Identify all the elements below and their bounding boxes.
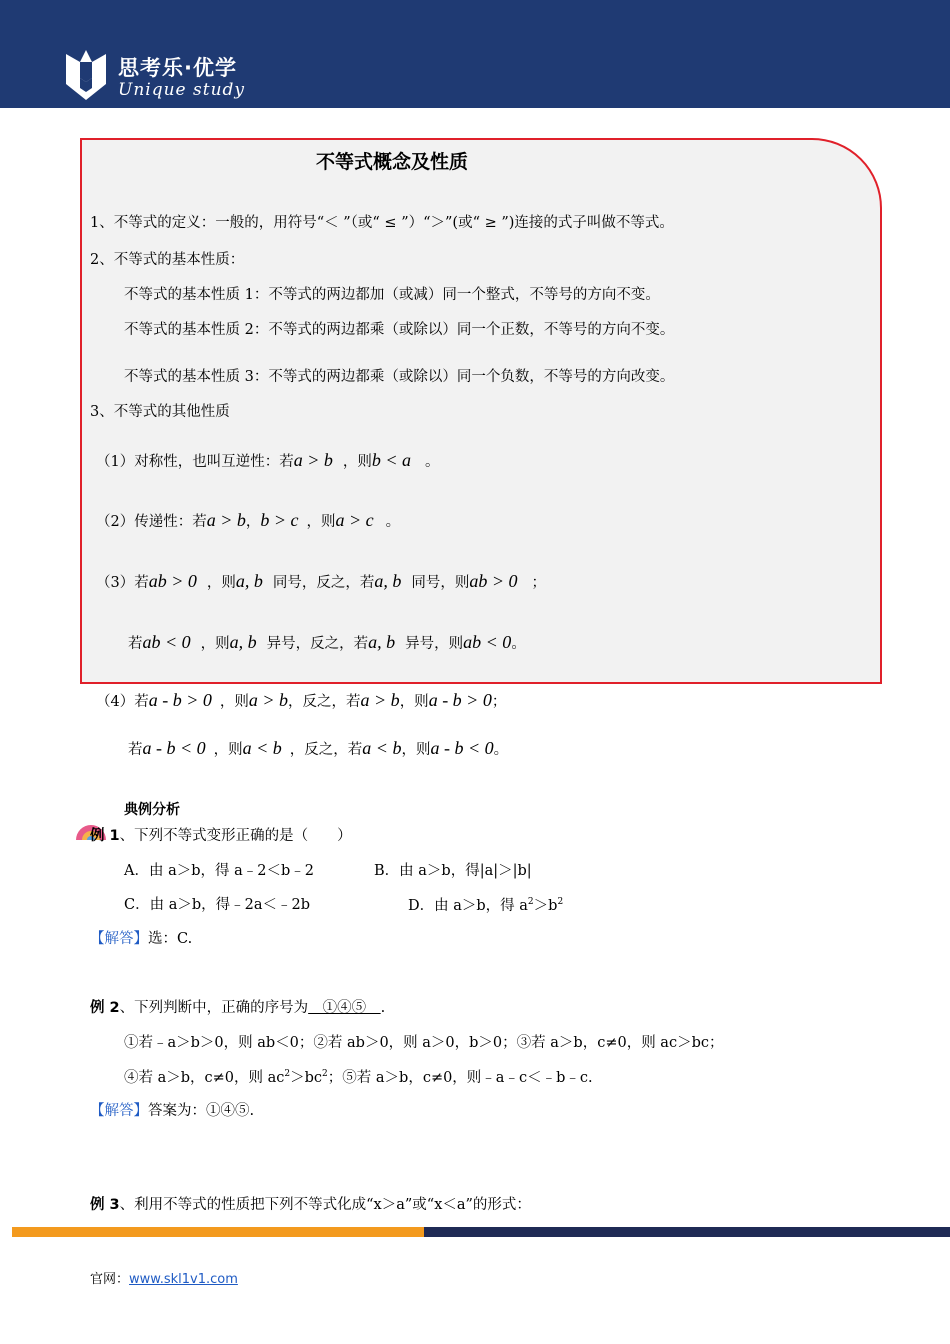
symmetric-property bbox=[96, 450, 440, 472]
other-properties-heading: 3、不等式的其他性质 bbox=[90, 404, 230, 420]
math: a, b bbox=[235, 571, 263, 591]
math: a - b > 0 bbox=[148, 690, 212, 710]
difference-property-2 bbox=[128, 738, 508, 760]
example-2-answer bbox=[90, 1103, 254, 1120]
text: D．由 a＞b，得 a bbox=[408, 897, 528, 914]
example-label: 例 3 bbox=[90, 1197, 120, 1213]
superscript: 2 bbox=[322, 1069, 328, 1079]
website-link[interactable]: www.skl1v1.com bbox=[129, 1272, 238, 1287]
text: 。 bbox=[511, 636, 526, 652]
text: （4）若 bbox=[96, 694, 149, 710]
product-sign-property bbox=[96, 571, 546, 593]
text: 异号，反之，若 bbox=[266, 636, 369, 652]
product-sign-property-2 bbox=[128, 632, 526, 654]
footer-bar-orange bbox=[12, 1227, 424, 1237]
text: ，则 bbox=[306, 514, 336, 530]
answer-blank: ①④⑤ bbox=[308, 1000, 381, 1016]
answer-label: 【解答】 bbox=[90, 1103, 148, 1119]
example-1-option-c: C．由 a＞b，得﹣2a＜﹣2b bbox=[124, 897, 311, 913]
example-1-option-b: B．由 a＞b，得|a|＞|b| bbox=[374, 863, 532, 879]
math: ab < 0 bbox=[463, 632, 512, 652]
text: ＞bc bbox=[290, 1069, 323, 1086]
math: a > b bbox=[206, 510, 246, 530]
text: （1）对称性，也叫互逆性：若 bbox=[96, 454, 294, 470]
math: a > b bbox=[248, 690, 289, 710]
text: ，则 bbox=[219, 694, 249, 710]
page-title: 不等式概念及性质 bbox=[316, 151, 469, 173]
text: ，则 bbox=[213, 742, 243, 758]
text: 若 bbox=[128, 636, 143, 652]
footer-label: 官网： bbox=[90, 1272, 130, 1287]
text: 、下列不等式变形正确的是（ ） bbox=[119, 828, 352, 844]
superscript: 2 bbox=[284, 1069, 291, 1079]
example-2-question bbox=[90, 1000, 385, 1017]
text: . bbox=[380, 1000, 386, 1016]
math: a > b bbox=[360, 690, 400, 710]
text: 。 bbox=[385, 514, 401, 530]
text: ，反之，若 bbox=[289, 742, 363, 758]
math: a, b bbox=[229, 632, 257, 652]
text: 同号，则 bbox=[411, 575, 470, 591]
text: ，则 bbox=[401, 742, 431, 758]
text: ，反之，若 bbox=[288, 694, 361, 710]
difference-property bbox=[96, 690, 506, 712]
transitive-property bbox=[96, 510, 400, 532]
math: a, b bbox=[374, 571, 402, 591]
text: ； bbox=[531, 575, 547, 591]
text: 、下列判断中，正确的序号为 bbox=[119, 1000, 309, 1016]
basic-properties-heading: 2、不等式的基本性质： bbox=[90, 252, 245, 268]
text: 。 bbox=[425, 454, 440, 470]
superscript: 2 bbox=[557, 897, 564, 907]
example-1-answer bbox=[90, 931, 192, 948]
example-3-question bbox=[90, 1197, 531, 1214]
text: 答案为：①④⑤. bbox=[148, 1103, 255, 1119]
text: ，则 bbox=[342, 454, 372, 470]
math: a > c bbox=[335, 510, 374, 530]
example-1-option-a: A．由 a＞b，得 a﹣2＜b﹣2 bbox=[124, 863, 314, 879]
text: ； bbox=[491, 694, 507, 710]
text: ，则 bbox=[200, 636, 230, 652]
math: a < b bbox=[242, 738, 282, 758]
property-1: 不等式的基本性质 1：不等式的两边都加（或减）同一个整式，不等号的方向不变。 bbox=[124, 287, 660, 303]
math: a > b bbox=[293, 450, 333, 470]
text: （3）若 bbox=[96, 575, 149, 591]
math: ab < 0 bbox=[142, 632, 191, 652]
text: ，则 bbox=[399, 694, 429, 710]
math: a, b bbox=[368, 632, 396, 652]
text: ， bbox=[245, 514, 261, 530]
answer-label: 【解答】 bbox=[90, 931, 148, 947]
examples-heading: 典例分析 bbox=[124, 802, 180, 818]
text: 、利用不等式的性质把下列不等式化成“x＞a”或“x＜a”的形式： bbox=[119, 1197, 531, 1213]
math: ab > 0 bbox=[469, 571, 518, 591]
text: 若 bbox=[128, 742, 143, 758]
text: 同号，反之，若 bbox=[272, 575, 375, 591]
example-label: 例 1 bbox=[90, 828, 120, 844]
text: ＞b bbox=[533, 897, 558, 914]
math: a < b bbox=[362, 738, 402, 758]
text: 选：C. bbox=[148, 931, 193, 947]
math: a - b < 0 bbox=[142, 738, 206, 758]
text: 。 bbox=[493, 742, 509, 758]
property-3: 不等式的基本性质 3：不等式的两边都乘（或除以）同一个负数，不等号的方向改变。 bbox=[124, 369, 675, 385]
brand-logo-icon bbox=[64, 48, 108, 102]
superscript: 2 bbox=[527, 897, 534, 907]
definition-line: 1、不等式的定义：一般的，用符号“＜ ”（或“ ≤ ”）“＞”(或“ ≥ ”)连接的式子叫做不等式。 bbox=[90, 215, 674, 231]
text: ；⑤若 a＞b，c≠0，则﹣a﹣c＜﹣b﹣c. bbox=[327, 1069, 593, 1086]
example-2-statements-1: ①若﹣a＞b＞0，则 ab＜0；②若 ab＞0，则 a＞0，b＞0；③若 a＞b，c≠0，则 ac＞bc； bbox=[124, 1035, 724, 1051]
brand-name-cn: 思考乐·优学 bbox=[118, 56, 237, 80]
math: b > c bbox=[260, 510, 299, 530]
math: a - b < 0 bbox=[430, 738, 494, 758]
footer-bar-navy bbox=[424, 1227, 950, 1237]
example-label: 例 2 bbox=[90, 1000, 120, 1016]
text: ④若 a＞b，c≠0，则 ac bbox=[124, 1069, 285, 1086]
example-1-question bbox=[90, 828, 352, 845]
text: （2）传递性：若 bbox=[96, 514, 207, 530]
footer bbox=[90, 1268, 238, 1287]
text: ，则 bbox=[206, 575, 236, 591]
text: 异号，则 bbox=[405, 636, 464, 652]
brand-name-en: Unique study bbox=[118, 80, 245, 100]
page-header bbox=[0, 0, 950, 108]
example-2-statements-2 bbox=[124, 1069, 593, 1087]
math: b < a bbox=[371, 450, 412, 470]
property-2: 不等式的基本性质 2：不等式的两边都乘（或除以）同一个正数，不等号的方向不变。 bbox=[124, 322, 675, 338]
math: a - b > 0 bbox=[428, 690, 492, 710]
math: ab > 0 bbox=[148, 571, 197, 591]
example-1-option-d bbox=[408, 897, 563, 915]
